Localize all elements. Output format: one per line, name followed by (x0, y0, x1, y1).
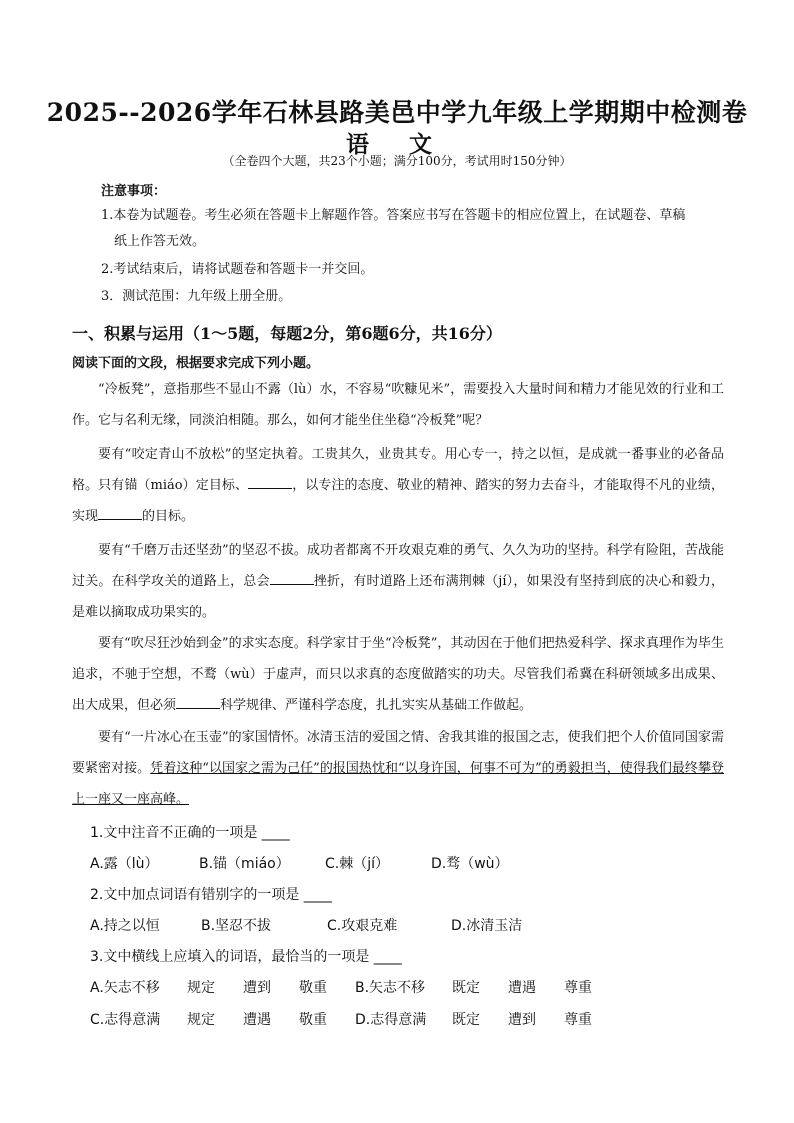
q2-option-a: A.持之以恒 (90, 918, 160, 934)
paragraph-3-text-a: 要有“千磨万击还坚劲”的坚忍不拔。成功者都离不开攻艰克难的勇气、久久为功的坚持。科学有险阻，苦战能过关。在科学攻关的道路上，总会 (72, 543, 724, 589)
paragraph-5-text-a: 要有“一片冰心在玉壶”的家国情怀。冰清玉洁的爱国之情、舍我其谁的报国之志，使我们把个人价值同国家需要紧密对接。 (72, 730, 724, 776)
passage-paragraph-4 (72, 628, 724, 721)
q2-option-c: C.攻艰克难 (327, 918, 398, 934)
q1-option-c: C.棘（jí） (325, 856, 390, 872)
q3-option-b: B.矢志不移 (355, 980, 426, 996)
answer-blank (98, 506, 142, 520)
passage-paragraph-5 (72, 722, 724, 815)
answer-blank (248, 475, 292, 489)
paragraph-4-text-b: 科学规律、严谨科学态度，扎扎实实从基础工作做起。 (220, 698, 533, 713)
paragraph-4-text-a: 要有“吹尽狂沙始到金”的求实态度。科学家甘于坐“冷板凳”，其动因在于他们把热爱科学、探求真理作为毕生追求，不驰于空想，不鹜（wù）于虚声，而只以求真的态度做踏实的功夫。尽管我们希冀在科研领域多出成果、出大成果，但必须 (72, 636, 724, 713)
q3-option-a-word-2: 规定 (187, 980, 215, 996)
question-2: 2.文中加点词语有错别字的一项是 ____ (90, 887, 332, 903)
q3-option-b-word-2: 既定 (452, 980, 480, 996)
q3-option-c-word-4: 敬重 (299, 1012, 327, 1028)
exam-info: （全卷四个大题，共23个小题；满分100分，考试用时150分钟） (222, 154, 572, 168)
q3-option-d-word-4: 尊重 (564, 1012, 592, 1028)
paragraph-2-text-c: 的目标。 (142, 509, 195, 524)
note-item-1 (101, 203, 701, 255)
passage-paragraph-3 (72, 535, 724, 628)
note-item-1-line1: 1.本卷为试题卷。考生必须在答题卡上解题作答。答案应书写在答题卡的相应位置上，在试题卷、草稿 (101, 208, 686, 223)
answer-blank (176, 695, 220, 709)
paragraph-2-text-b: ，以专注的态度、敬业的精神、踏实的努力去奋斗，才能取得不凡的业绩，实现 (72, 478, 724, 524)
q2-option-b: B.坚忍不拔 (201, 918, 272, 934)
question-3: 3.文中横线上应填入的词语，最恰当的一项是 ____ (90, 949, 402, 965)
notes-heading: 注意事项： (101, 184, 167, 199)
q3-option-c-word-3: 遭遇 (243, 1012, 271, 1028)
q1-option-a: A.露（lù） (90, 856, 159, 872)
paragraph-3-text-b: 挫折，有时道路上还布满荆棘（jí），如果没有坚持到底的决心和毅力，是难以摘取成功果实的。 (72, 574, 724, 620)
subject-title: 语 文 (345, 131, 448, 158)
q3-option-a: A.矢志不移 (90, 980, 160, 996)
q3-option-a-word-4: 敬重 (299, 980, 327, 996)
q1-option-b: B.锚（miáo） (199, 856, 290, 872)
q3-option-b-word-4: 尊重 (564, 980, 592, 996)
q3-option-c-word-2: 规定 (187, 1012, 215, 1028)
note-item-1-line2: 纸上作答无效。 (114, 234, 206, 249)
exam-title: 2025--2026学年石林县路美邑中学九年级上学期期中检测卷 (46, 98, 748, 127)
q3-option-d: D.志得意满 (355, 1012, 427, 1028)
note-item-3: 3．测试范围：九年级上册全册。 (101, 289, 292, 304)
passage-paragraph-2 (72, 439, 724, 532)
q3-option-b-word-3: 遭遇 (508, 980, 536, 996)
passage-paragraph-1: “冷板凳”，意指那些不显山不露（lù）水，不容易“吹糠见米”，需要投入大量时间和精力才能见效的行业和工作。它与名利无缘，同淡泊相随。那么，如何才能坐住坐稳“冷板凳”呢？ (72, 382, 724, 428)
q3-option-d-word-3: 遭到 (508, 1012, 536, 1028)
q2-option-d: D.冰清玉洁 (451, 918, 523, 934)
reading-instruction: 阅读下面的文段，根据要求完成下列小题。 (72, 356, 320, 371)
underlined-sentence: 凭着这种“以国家之需为己任”的报国热忱和“以身许国，何事不可为”的勇毅担当，使得我们最终攀登上一座又一座高峰。 (72, 761, 724, 807)
note-item-2: 2.考试结束后，请将试题卷和答题卡一并交回。 (101, 262, 374, 277)
q3-option-a-word-3: 遭到 (243, 980, 271, 996)
paragraph-2-text-a: 要有“咬定青山不放松”的坚定执着。工贵其久，业贵其专。用心专一，持之以恒，是成就一番事业的必备品格。只有锚（miáo）定目标、 (72, 447, 724, 493)
question-1: 1.文中注音不正确的一项是 ____ (90, 825, 290, 841)
q3-option-d-word-2: 既定 (452, 1012, 480, 1028)
q3-option-c: C.志得意满 (90, 1012, 161, 1028)
q1-option-d: D.骛（wù） (431, 856, 509, 872)
answer-blank (270, 571, 314, 585)
section-heading: 一、积累与运用（1～5题，每题2分，第6题6分，共16分） (72, 324, 502, 343)
